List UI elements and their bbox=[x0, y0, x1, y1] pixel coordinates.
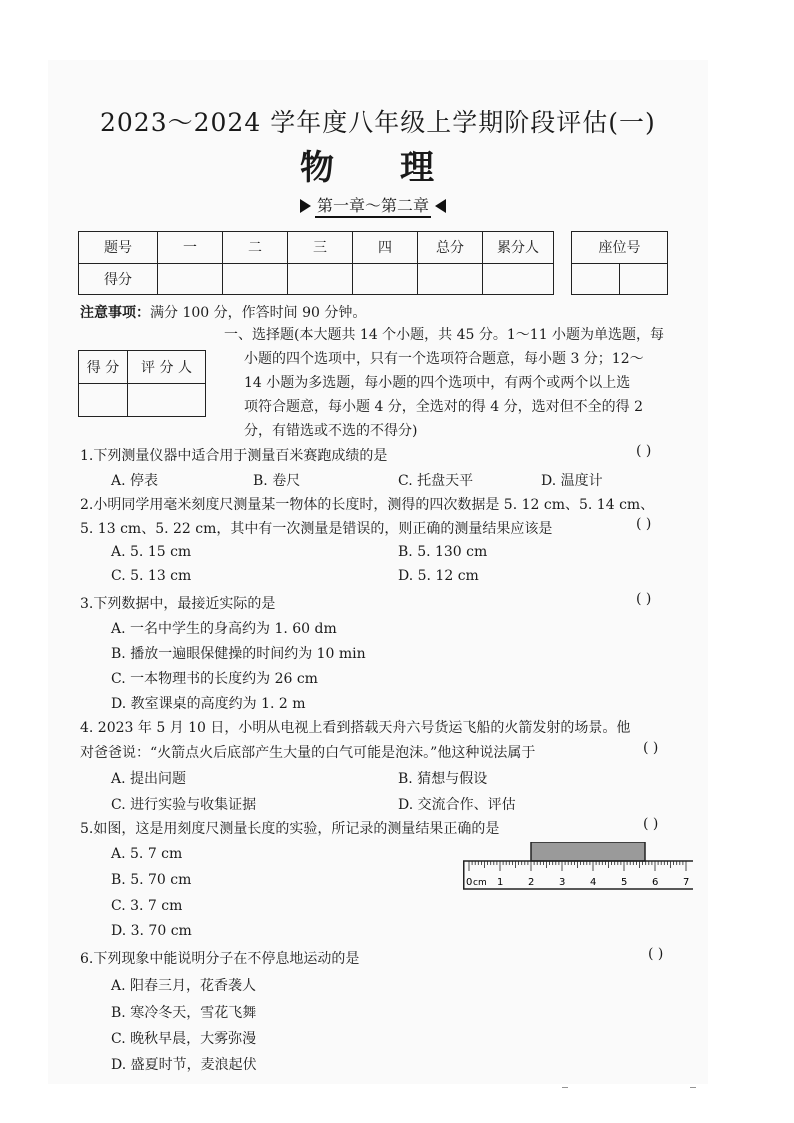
question-2-option-a[interactable]: A. 5. 15 cm bbox=[111, 544, 192, 560]
section-line: 项符合题意，每小题 4 分，全选对的得 4 分，选对但不全的得 2 bbox=[244, 399, 643, 415]
question-2-option-d[interactable]: D. 5. 12 cm bbox=[398, 568, 479, 584]
score-header-cell: 四 bbox=[353, 232, 418, 264]
question-5-option-d[interactable]: D. 3. 70 cm bbox=[111, 923, 192, 939]
score-cell[interactable] bbox=[483, 263, 554, 295]
grader-name-cell[interactable] bbox=[128, 384, 206, 417]
question-2-stem-cont: 5. 13 cm、5. 22 cm，其中有一次测量是错误的，则正确的测量结果应该是 bbox=[80, 521, 553, 537]
question-6-option-c[interactable]: C. 晚秋早晨，大雾弥漫 bbox=[111, 1031, 257, 1047]
question-4-option-c[interactable]: C. 进行实验与收集证据 bbox=[111, 797, 257, 813]
question-6-stem: 6.下列现象中能说明分子在不停息地运动的是 bbox=[80, 951, 360, 967]
ruler-label-3: 3 bbox=[559, 877, 566, 888]
section-line: 分，有错选或不选的不得分) bbox=[244, 423, 418, 439]
question-1-option-a[interactable]: A. 停表 bbox=[111, 473, 159, 489]
ruler-label-4: 4 bbox=[590, 877, 597, 888]
score-header-cell: 题号 bbox=[79, 232, 158, 264]
section-line: 14 小题为多选题，每小题的四个选项中，有两个或两个以上选 bbox=[244, 375, 631, 391]
seat-cell[interactable] bbox=[620, 263, 668, 295]
grader-score-cell[interactable] bbox=[79, 384, 128, 417]
section-instructions bbox=[224, 323, 664, 443]
question-3-option-d[interactable]: D. 教室课桌的高度约为 1. 2 m bbox=[111, 696, 306, 712]
answer-blank-3[interactable]: ( ) bbox=[636, 591, 652, 607]
exam-title: 2023～2024 学年度八年级上学期阶段评估(一) bbox=[100, 108, 656, 137]
triangle-left-icon bbox=[435, 199, 446, 213]
score-table bbox=[78, 231, 554, 295]
chapter-text: 第一章～第二章 bbox=[315, 193, 431, 218]
footer-mark-left: _ bbox=[562, 1074, 568, 1088]
score-header-cell: 一 bbox=[158, 232, 223, 264]
question-4-option-a[interactable]: A. 提出问题 bbox=[111, 771, 187, 787]
ruler-label-zero: 0 bbox=[466, 877, 473, 888]
score-cell[interactable] bbox=[353, 263, 418, 295]
answer-blank-2[interactable]: ( ) bbox=[636, 516, 652, 532]
ruler-ticks bbox=[469, 861, 686, 871]
question-6-option-a[interactable]: A. 阳春三月，花香袭人 bbox=[111, 978, 257, 994]
score-cell[interactable] bbox=[288, 263, 353, 295]
triangle-right-icon bbox=[300, 199, 311, 213]
question-4-option-b[interactable]: B. 猜想与假设 bbox=[398, 771, 488, 787]
question-1-option-d[interactable]: D. 温度计 bbox=[541, 473, 603, 489]
ruler-label-6: 6 bbox=[652, 877, 659, 888]
ruler-figure bbox=[463, 842, 693, 892]
score-cell[interactable] bbox=[223, 263, 288, 295]
score-row-label: 得分 bbox=[79, 263, 158, 295]
answer-blank-6[interactable]: ( ) bbox=[648, 946, 664, 962]
score-cell[interactable] bbox=[418, 263, 483, 295]
score-header-cell: 三 bbox=[288, 232, 353, 264]
question-2-option-c[interactable]: C. 5. 13 cm bbox=[111, 568, 192, 584]
footer-mark-right: _ bbox=[690, 1074, 696, 1088]
ruler-label-1: 1 bbox=[497, 877, 504, 888]
question-4-stem-cont: 对爸爸说：“火箭点火后底部产生大量的白气可能是泡沫。”他这种说法属于 bbox=[80, 745, 536, 761]
seat-table bbox=[571, 231, 668, 295]
question-3-option-a[interactable]: A. 一名中学生的身高约为 1. 60 dm bbox=[111, 621, 337, 637]
question-5-option-b[interactable]: B. 5. 70 cm bbox=[111, 872, 192, 888]
answer-blank-1[interactable]: ( ) bbox=[636, 443, 652, 459]
ruler-label-unit: cm bbox=[473, 878, 487, 888]
score-header-cell: 总分 bbox=[418, 232, 483, 264]
question-1-stem: 1.下列测量仪器中适合用于测量百米赛跑成绩的是 bbox=[80, 448, 388, 464]
question-6-option-b[interactable]: B. 寒冷冬天，雪花飞舞 bbox=[111, 1005, 257, 1021]
question-2-stem: 2.小明同学用毫米刻度尺测量某一物体的长度时，测得的四次数据是 5. 12 cm、5. 14 cm、 bbox=[80, 497, 655, 513]
question-2-option-b[interactable]: B. 5. 130 cm bbox=[398, 544, 488, 560]
answer-blank-4[interactable]: ( ) bbox=[643, 740, 659, 756]
question-1-option-c[interactable]: C. 托盘天平 bbox=[398, 473, 474, 489]
chapter-range bbox=[300, 193, 446, 218]
measured-block bbox=[531, 842, 645, 861]
question-5-option-a[interactable]: A. 5. 7 cm bbox=[111, 846, 183, 862]
subject-title: 物理 bbox=[300, 148, 500, 188]
grader-name-label: 评 分 人 bbox=[128, 351, 206, 384]
grader-table bbox=[78, 350, 206, 417]
notice-text: 满分 100 分，作答时间 90 分钟。 bbox=[150, 305, 367, 321]
ruler-label-5: 5 bbox=[621, 877, 628, 888]
answer-blank-5[interactable]: ( ) bbox=[643, 816, 659, 832]
score-header-cell: 二 bbox=[223, 232, 288, 264]
question-3-option-b[interactable]: B. 播放一遍眼保健操的时间约为 10 min bbox=[111, 646, 366, 662]
seat-label: 座位号 bbox=[572, 232, 668, 264]
notice bbox=[80, 302, 366, 322]
question-6-option-d[interactable]: D. 盛夏时节，麦浪起伏 bbox=[111, 1057, 257, 1073]
section-line: 小题的四个选项中，只有一个选项符合题意，每小题 3 分；12～ bbox=[244, 351, 644, 367]
seat-cell[interactable] bbox=[572, 263, 620, 295]
section-line: 一、选择题(本大题共 14 个小题，共 45 分。1～11 小题为单选题，每 bbox=[224, 327, 665, 343]
notice-label: 注意事项： bbox=[80, 305, 150, 321]
question-3-stem: 3.下列数据中，最接近实际的是 bbox=[80, 596, 276, 612]
score-header-cell: 累分人 bbox=[483, 232, 554, 264]
ruler-label-2: 2 bbox=[528, 877, 535, 888]
grader-score-label: 得 分 bbox=[79, 351, 128, 384]
question-4-option-d[interactable]: D. 交流合作、评估 bbox=[398, 797, 516, 813]
question-1-option-b[interactable]: B. 卷尺 bbox=[253, 473, 301, 489]
score-cell[interactable] bbox=[158, 263, 223, 295]
ruler-label-7: 7 bbox=[683, 877, 690, 888]
question-4-stem: 4. 2023 年 5 月 10 日，小明从电视上看到搭载天舟六号货运飞船的火箭发射的场景。他 bbox=[80, 720, 631, 736]
question-3-option-c[interactable]: C. 一本物理书的长度约为 26 cm bbox=[111, 671, 318, 687]
question-5-option-c[interactable]: C. 3. 7 cm bbox=[111, 898, 183, 914]
question-5-stem: 5.如图，这是用刻度尺测量长度的实验，所记录的测量结果正确的是 bbox=[80, 821, 500, 837]
